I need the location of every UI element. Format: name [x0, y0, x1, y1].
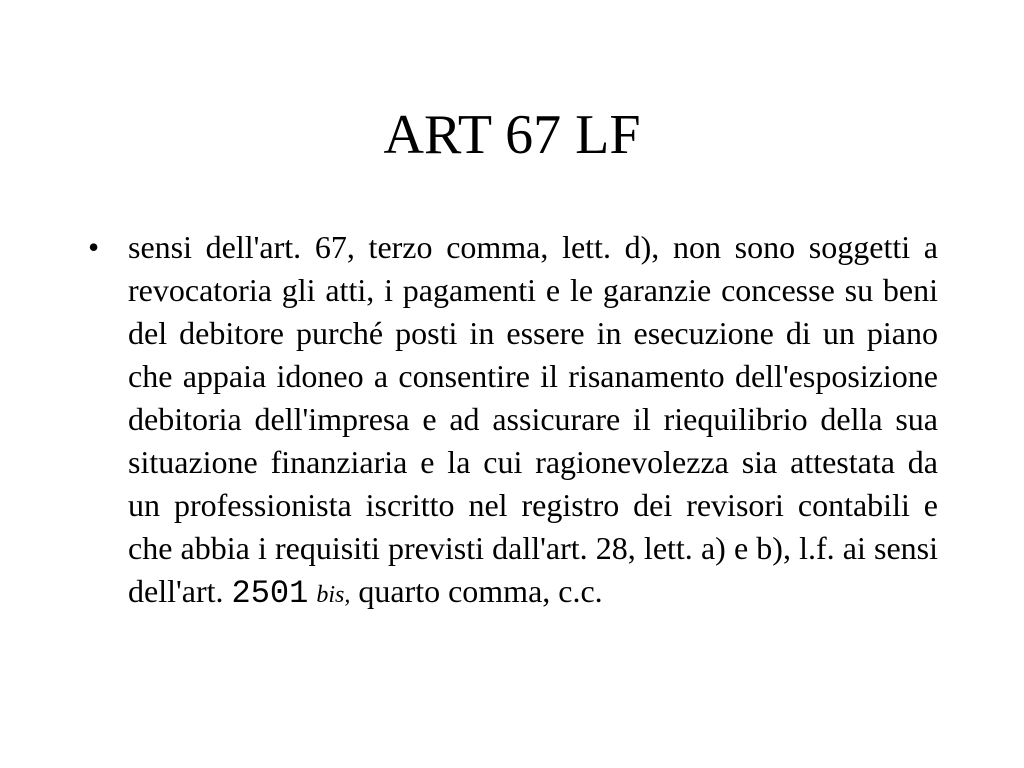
bis-label: bis,: [316, 582, 351, 608]
slide-title: ART 67 LF: [383, 104, 641, 166]
bullet-text-end: quarto comma, c.c.: [350, 573, 603, 609]
bullet-item: [88, 226, 938, 617]
bullet-marker: •: [88, 229, 100, 265]
bullet-text-main: sensi dell'art. 67, terzo comma, lett. d), non sono soggetti a revocatoria gli atti, i pagamenti e le garanzie concesse su beni del debitore purché posti in essere in esecuzione di un piano che appaia idoneo a consentire il risanamento dell'esposizione debitoria dell'impresa e ad assicurare il riequilibrio della sua situazione finanziaria e la cui ragionevolezza sia attestata da un professionista iscritto nel registro dei revisori contabili e che abbia i requisiti previsti dall'art. 28, lett. a) e b), l.f. ai sensi dell'art.: [128, 229, 938, 609]
bullet-list: [88, 226, 938, 617]
article-number: 2501: [231, 575, 309, 612]
